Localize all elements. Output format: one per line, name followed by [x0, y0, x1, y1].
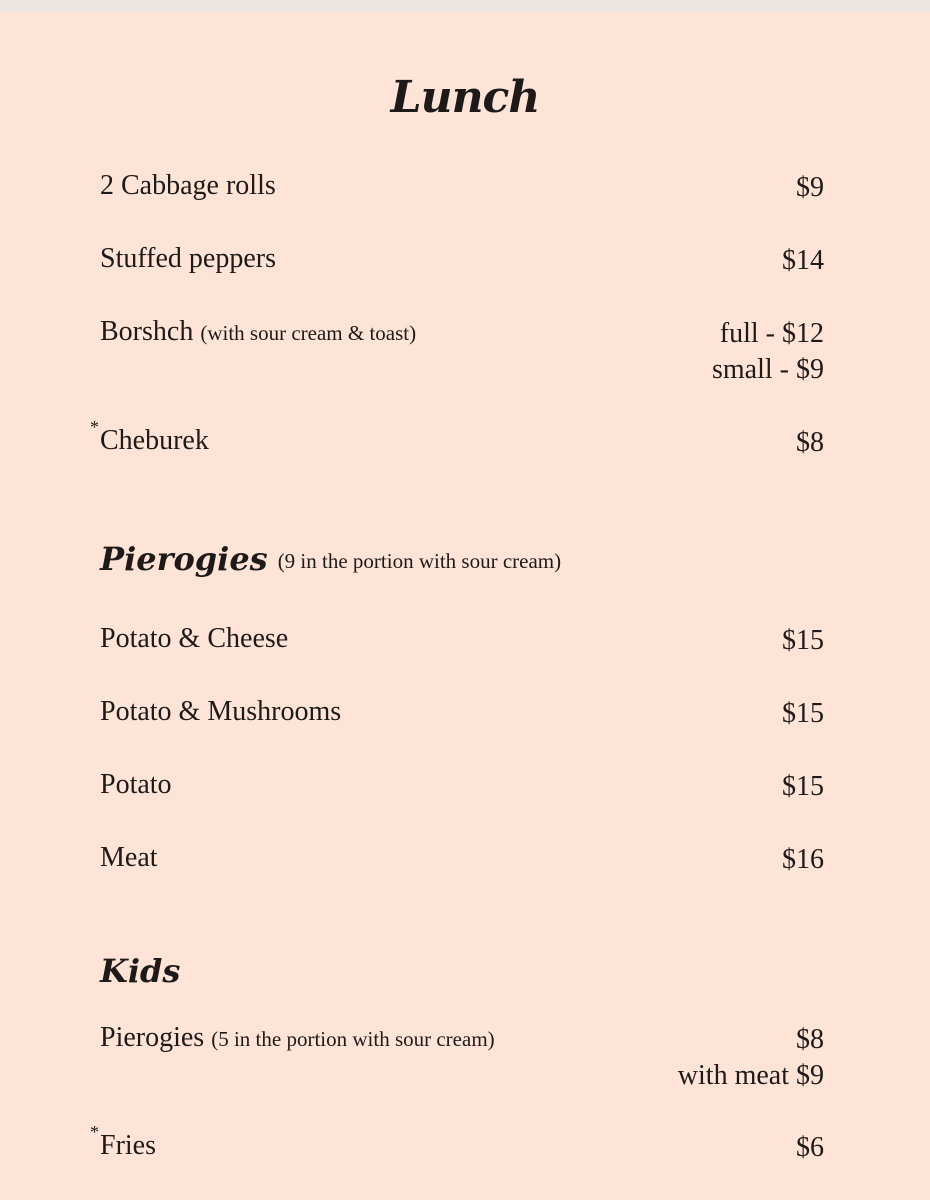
item-name: Meat: [100, 842, 158, 873]
item-name: 2 Cabbage rolls: [100, 170, 276, 201]
section-title-kids: Kids: [100, 952, 181, 990]
item-price: $16: [782, 844, 824, 875]
item-price: $15: [782, 625, 824, 656]
item-note: (with sour cream & toast): [200, 321, 417, 345]
item-name: Potato & Cheese: [100, 623, 289, 654]
item-price: $8 with meat $9: [677, 1024, 824, 1091]
item-name: Cheburek: [100, 425, 209, 456]
item-price: $15: [782, 771, 824, 802]
item-price: $9: [796, 172, 824, 203]
item-name: Potato: [100, 769, 172, 800]
item-name: Pierogies (5 in the portion with sour cream): [100, 1022, 495, 1053]
item-name: Borshch (with sour cream & toast): [100, 316, 417, 347]
item-price: $14: [782, 245, 824, 276]
menu-title: Lunch: [390, 72, 540, 123]
item-name: Potato & Mushrooms: [100, 696, 342, 727]
section-note: (9 in the portion with sour cream): [277, 549, 562, 573]
item-price: full - $12 small - $9: [712, 318, 824, 385]
item-price: $6: [796, 1132, 824, 1163]
asterisk-marker: *: [90, 1122, 99, 1142]
item-name: Fries: [100, 1130, 156, 1161]
asterisk-marker: *: [90, 417, 99, 437]
item-note: (5 in the portion with sour cream): [211, 1027, 495, 1051]
item-price: $8: [796, 427, 824, 458]
top-bar: [0, 0, 930, 12]
item-name: Stuffed peppers: [100, 243, 276, 274]
section-title-pierogies: Pierogies (9 in the portion with sour cream): [100, 540, 562, 578]
item-price: $15: [782, 698, 824, 729]
